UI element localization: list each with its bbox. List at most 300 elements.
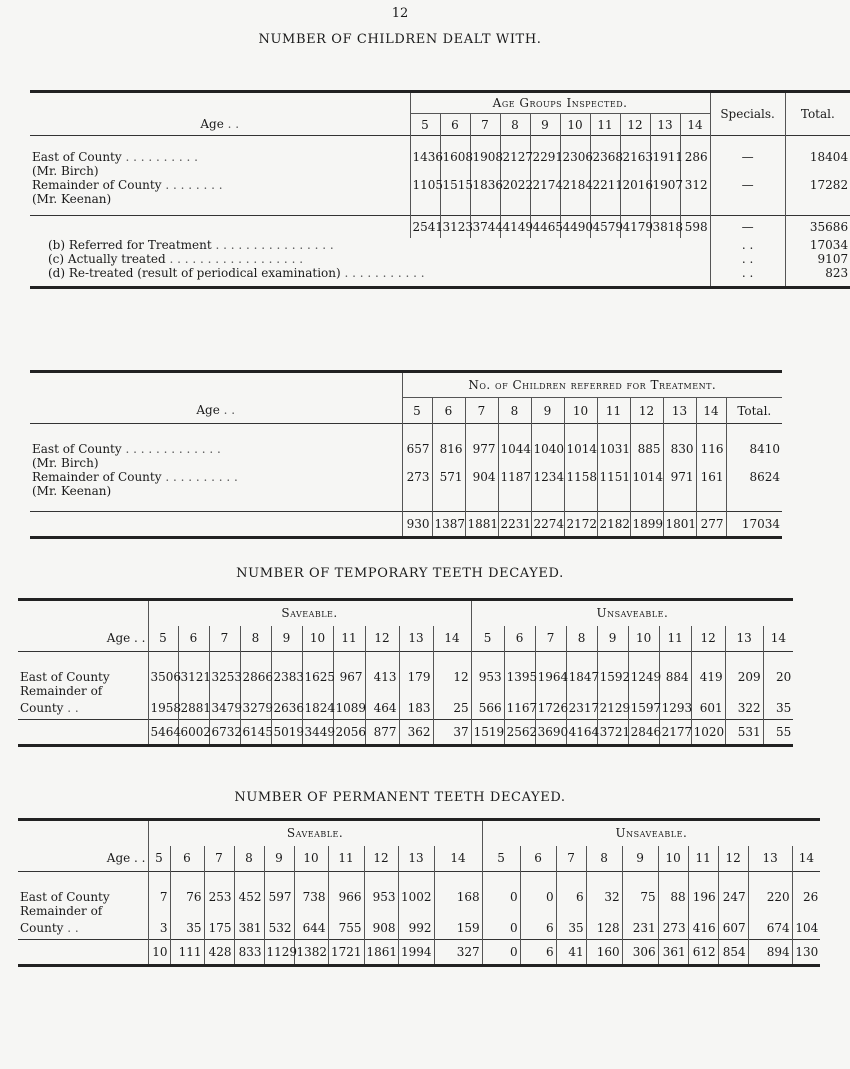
cell: 273 bbox=[402, 470, 432, 484]
total-cell: 111 bbox=[170, 940, 204, 966]
cell: 175 bbox=[204, 918, 234, 940]
cell: 2127 bbox=[500, 150, 530, 164]
cell: 1436 bbox=[410, 150, 440, 164]
age-5: 5 bbox=[482, 846, 520, 872]
total-cell: 3123 bbox=[440, 216, 470, 238]
age-12: 12 bbox=[630, 398, 663, 424]
cell: 908 bbox=[364, 918, 398, 940]
cell: 953 bbox=[471, 670, 504, 684]
cell: 161 bbox=[696, 470, 726, 484]
children-referred-table: No. of Children referred for Treatment. Age . . 5 6 7 8 9 10 11 12 13 14 Total. East of County . . . . . . . . . . . . . 657 816 977 1044 1040 1014 1031 885 830 116 8410 (Mr. Birch) Remainder of County . . . . . . . . . . 273 571 904 1187 1234 1158 1151 1014 971 161 8624 (Mr. Keenan) 930 1387 1881 2231 2274 2172 2182 1899 1801 277 17034 bbox=[30, 370, 782, 539]
age-5: 5 bbox=[148, 846, 170, 872]
table-row: Remainder of County . . . . . . . . . . 273 571 904 1187 1234 1158 1151 1014 971 161 8624 bbox=[32, 469, 781, 484]
total-cell: 6002 bbox=[178, 720, 209, 746]
total-cell: 4164 bbox=[566, 720, 597, 746]
cell: 2291 bbox=[530, 150, 560, 164]
cell: 830 bbox=[663, 442, 696, 456]
note-label: (d) Re-treated (result of periodical examination) bbox=[48, 265, 341, 280]
total-cell: 5019 bbox=[271, 720, 302, 746]
total-cell: 10 bbox=[148, 940, 170, 966]
totals-row bbox=[30, 216, 850, 238]
cell: 3253 bbox=[209, 670, 240, 684]
cell: 1249 bbox=[628, 670, 659, 684]
cell: 25 bbox=[433, 698, 471, 720]
age-14: 14 bbox=[696, 398, 726, 424]
note-row: (b) Referred for Treatment . . . . . . . . . . . . . . . . . . 17034 bbox=[48, 237, 849, 252]
cell: 885 bbox=[630, 442, 663, 456]
cell: 464 bbox=[365, 698, 399, 720]
age-12: 12 bbox=[365, 626, 399, 652]
age-10: 10 bbox=[302, 626, 333, 652]
cell: 3479 bbox=[209, 698, 240, 720]
heading-temporary-teeth: NUMBER OF TEMPORARY TEETH DECAYED. bbox=[236, 566, 564, 581]
age-9: 9 bbox=[264, 846, 294, 872]
age-5: 5 bbox=[148, 626, 178, 652]
totals-row bbox=[18, 720, 793, 746]
cell: 674 bbox=[748, 918, 792, 940]
cell: 1964 bbox=[535, 670, 566, 684]
cell: 0 bbox=[482, 890, 520, 904]
age-12: 12 bbox=[691, 626, 725, 652]
total-cell: 2274 bbox=[531, 512, 564, 538]
age-14: 14 bbox=[763, 626, 793, 652]
total-cell: 17282 bbox=[785, 178, 850, 192]
total-cell: 362 bbox=[399, 720, 433, 746]
cell: 816 bbox=[432, 442, 465, 456]
age-label: Age . . bbox=[106, 631, 146, 646]
age-10: 10 bbox=[560, 114, 590, 136]
total-cell: 6732 bbox=[209, 720, 240, 746]
age-8: 8 bbox=[586, 846, 622, 872]
age-label: Age bbox=[200, 117, 224, 132]
total-cell: 612 bbox=[688, 940, 718, 966]
total-cell: 1129 bbox=[264, 940, 294, 966]
cell: 1395 bbox=[504, 670, 535, 684]
total-cell: 3690 bbox=[535, 720, 566, 746]
cell: 76 bbox=[170, 890, 204, 904]
cell: 904 bbox=[465, 470, 498, 484]
cell: 6 bbox=[556, 890, 586, 904]
total-cell: 1994 bbox=[398, 940, 434, 966]
cell: 273 bbox=[658, 918, 688, 940]
age-6: 6 bbox=[520, 846, 556, 872]
total-cell: 1861 bbox=[364, 940, 398, 966]
total-cell: 17034 bbox=[785, 238, 850, 252]
row-label: County bbox=[20, 921, 64, 936]
age-6: 6 bbox=[178, 626, 209, 652]
cell: 2866 bbox=[240, 670, 271, 684]
cell: 116 bbox=[696, 442, 726, 456]
table-row bbox=[18, 670, 793, 684]
age-8: 8 bbox=[500, 114, 530, 136]
row-label: County bbox=[20, 701, 64, 716]
cell: 3 bbox=[148, 918, 170, 940]
cell: 20 bbox=[763, 670, 793, 684]
age-12: 12 bbox=[620, 114, 650, 136]
specials-cell: — bbox=[710, 150, 785, 164]
total-cell: 1881 bbox=[465, 512, 498, 538]
age-groups-inspected-header: Age Groups Inspected. bbox=[410, 92, 710, 114]
unsaveable-header: Unsaveable. bbox=[482, 820, 820, 846]
age-13: 13 bbox=[399, 626, 433, 652]
row-label: Remainder of bbox=[20, 903, 103, 918]
age-7: 7 bbox=[204, 846, 234, 872]
total-cell: 18404 bbox=[785, 150, 850, 164]
cell: 2016 bbox=[620, 178, 650, 192]
note-label: (c) Actually treated bbox=[48, 251, 166, 266]
row-label: East of County bbox=[20, 889, 110, 904]
table-row: County . . 1958 2881 3479 3279 2636 1824 1089 464 183 25 566 1167 1726 2317 2129 1597 1293 601 322 35 bbox=[18, 698, 793, 720]
total-header: Total. bbox=[726, 398, 782, 424]
cell: 32 bbox=[586, 890, 622, 904]
total-cell: 428 bbox=[204, 940, 234, 966]
total-cell: 2172 bbox=[564, 512, 597, 538]
total-cell: 4490 bbox=[560, 216, 590, 238]
age-11: 11 bbox=[328, 846, 364, 872]
cell: 644 bbox=[294, 918, 328, 940]
cell: 452 bbox=[234, 890, 264, 904]
cell: 971 bbox=[663, 470, 696, 484]
cell: 6 bbox=[520, 918, 556, 940]
total-cell: 361 bbox=[658, 940, 688, 966]
cell: 1597 bbox=[628, 698, 659, 720]
total-cell: 1899 bbox=[630, 512, 663, 538]
total-cell: 1020 bbox=[691, 720, 725, 746]
cell: 312 bbox=[680, 178, 710, 192]
cell: 992 bbox=[398, 918, 434, 940]
age-12: 12 bbox=[364, 846, 398, 872]
cell: 1911 bbox=[650, 150, 680, 164]
cell: 1592 bbox=[597, 670, 628, 684]
total-cell: 8624 bbox=[726, 470, 782, 484]
age-9: 9 bbox=[531, 398, 564, 424]
age-9: 9 bbox=[271, 626, 302, 652]
specials-cell: — bbox=[710, 216, 785, 238]
total-header: Total. bbox=[785, 92, 850, 136]
cell: 607 bbox=[718, 918, 748, 940]
total-cell: 2541 bbox=[410, 216, 440, 238]
grand-total: 17034 bbox=[726, 512, 782, 538]
cell: 286 bbox=[680, 150, 710, 164]
cell: 7 bbox=[148, 890, 170, 904]
cell: 419 bbox=[691, 670, 725, 684]
total-cell: 6 bbox=[520, 940, 556, 966]
total-cell: 3721 bbox=[597, 720, 628, 746]
cell: 977 bbox=[465, 442, 498, 456]
row-label: Remainder of County bbox=[32, 177, 162, 192]
totals-row bbox=[30, 512, 782, 538]
cell: 209 bbox=[725, 670, 763, 684]
total-cell: 9107 bbox=[785, 252, 850, 266]
age-13: 13 bbox=[663, 398, 696, 424]
age-14: 14 bbox=[680, 114, 710, 136]
total-cell: 877 bbox=[365, 720, 399, 746]
cell: 196 bbox=[688, 890, 718, 904]
page-number: 12 bbox=[391, 6, 409, 21]
cell: 1847 bbox=[566, 670, 597, 684]
total-cell: 1519 bbox=[471, 720, 504, 746]
age-11: 11 bbox=[659, 626, 691, 652]
table-row bbox=[18, 890, 820, 904]
cell: 2636 bbox=[271, 698, 302, 720]
row-label: Remainder of bbox=[20, 683, 103, 698]
temporary-teeth-table bbox=[18, 598, 793, 747]
age-5: 5 bbox=[410, 114, 440, 136]
specials-cell: . . bbox=[710, 252, 785, 266]
cell: 413 bbox=[365, 670, 399, 684]
total-cell: 4579 bbox=[590, 216, 620, 238]
cell: 1031 bbox=[597, 442, 630, 456]
cell: 88 bbox=[658, 890, 688, 904]
unsaveable-header: Unsaveable. bbox=[471, 600, 793, 626]
total-cell: 1387 bbox=[432, 512, 465, 538]
total-cell: 277 bbox=[696, 512, 726, 538]
total-cell: 531 bbox=[725, 720, 763, 746]
cell: 1014 bbox=[630, 470, 663, 484]
grand-total: 35686 bbox=[785, 216, 850, 238]
total-cell: 6145 bbox=[240, 720, 271, 746]
total-cell: 823 bbox=[785, 266, 850, 288]
age-5: 5 bbox=[471, 626, 504, 652]
age-9: 9 bbox=[597, 626, 628, 652]
total-cell: 55 bbox=[763, 720, 793, 746]
cell: 2881 bbox=[178, 698, 209, 720]
age-13: 13 bbox=[398, 846, 434, 872]
specials-header: Specials. bbox=[710, 92, 785, 136]
row-label: East of County bbox=[32, 441, 122, 456]
cell: 1836 bbox=[470, 178, 500, 192]
children-referred-header: No. of Children referred for Treatment. bbox=[402, 372, 782, 398]
cell: 1958 bbox=[148, 698, 178, 720]
age-12: 12 bbox=[718, 846, 748, 872]
cell: 2129 bbox=[597, 698, 628, 720]
total-cell: 1801 bbox=[663, 512, 696, 538]
age-8: 8 bbox=[234, 846, 264, 872]
row-sublabel: (Mr. Birch) bbox=[32, 455, 99, 470]
note-row: (d) Re-treated (result of periodical examination) . . . . . . . . . . . . . 823 bbox=[30, 266, 850, 288]
cell: 3506 bbox=[148, 670, 178, 684]
total-cell: 3744 bbox=[470, 216, 500, 238]
specials-cell: — bbox=[710, 178, 785, 192]
age-13: 13 bbox=[650, 114, 680, 136]
age-14: 14 bbox=[433, 626, 471, 652]
total-cell: 4179 bbox=[620, 216, 650, 238]
total-cell: 5464 bbox=[148, 720, 178, 746]
cell: 1187 bbox=[498, 470, 531, 484]
cell: 601 bbox=[691, 698, 725, 720]
cell: 0 bbox=[482, 918, 520, 940]
cell: 1625 bbox=[302, 670, 333, 684]
age-13: 13 bbox=[748, 846, 792, 872]
cell: 0 bbox=[520, 890, 556, 904]
total-cell: 4149 bbox=[500, 216, 530, 238]
table-row: East of County . . . . . . . . . . 1436 1608 1908 2127 2291 2306 2368 2163 1911 286 — 18404 bbox=[32, 149, 849, 164]
cell: 953 bbox=[364, 890, 398, 904]
age-6: 6 bbox=[170, 846, 204, 872]
age-7: 7 bbox=[209, 626, 240, 652]
total-cell: 0 bbox=[482, 940, 520, 966]
age-13: 13 bbox=[725, 626, 763, 652]
cell: 12 bbox=[433, 670, 471, 684]
cell: 597 bbox=[264, 890, 294, 904]
total-cell: 130 bbox=[792, 940, 820, 966]
cell: 1234 bbox=[531, 470, 564, 484]
cell: 571 bbox=[432, 470, 465, 484]
age-8: 8 bbox=[498, 398, 531, 424]
age-label: Age bbox=[196, 403, 220, 418]
cell: 381 bbox=[234, 918, 264, 940]
cell: 2317 bbox=[566, 698, 597, 720]
cell: 1908 bbox=[470, 150, 500, 164]
age-6: 6 bbox=[432, 398, 465, 424]
cell: 231 bbox=[622, 918, 658, 940]
cell: 26 bbox=[792, 890, 820, 904]
cell: 2163 bbox=[620, 150, 650, 164]
age-11: 11 bbox=[688, 846, 718, 872]
cell: 2306 bbox=[560, 150, 590, 164]
total-cell: 41 bbox=[556, 940, 586, 966]
total-cell: 854 bbox=[718, 940, 748, 966]
cell: 1040 bbox=[531, 442, 564, 456]
cell: 1608 bbox=[440, 150, 470, 164]
cell: 416 bbox=[688, 918, 718, 940]
age-14: 14 bbox=[434, 846, 482, 872]
cell: 179 bbox=[399, 670, 433, 684]
row-label: East of County bbox=[32, 149, 122, 164]
total-cell: 160 bbox=[586, 940, 622, 966]
cell: 128 bbox=[586, 918, 622, 940]
age-14: 14 bbox=[792, 846, 820, 872]
age-6: 6 bbox=[504, 626, 535, 652]
cell: 168 bbox=[434, 890, 482, 904]
total-cell: 894 bbox=[748, 940, 792, 966]
total-cell: 3818 bbox=[650, 216, 680, 238]
cell: 253 bbox=[204, 890, 234, 904]
cell: 1824 bbox=[302, 698, 333, 720]
cell: 35 bbox=[763, 698, 793, 720]
total-cell: 930 bbox=[402, 512, 432, 538]
note-row: (c) Actually treated . . . . . . . . . . . . . . . . . . . . 9107 bbox=[48, 251, 849, 266]
heading-children-dealt-with: NUMBER OF CHILDREN DEALT WITH. bbox=[258, 32, 542, 47]
cell: 2383 bbox=[271, 670, 302, 684]
cell: 1151 bbox=[597, 470, 630, 484]
cell: 2368 bbox=[590, 150, 620, 164]
table-row: County . . 3 35 175 381 532 644 755 908 992 159 0 6 35 128 231 273 416 607 674 104 bbox=[18, 918, 820, 940]
age-9: 9 bbox=[530, 114, 560, 136]
note-label: (b) Referred for Treatment bbox=[48, 237, 212, 252]
cell: 1726 bbox=[535, 698, 566, 720]
total-cell: 1721 bbox=[328, 940, 364, 966]
cell: 3121 bbox=[178, 670, 209, 684]
cell: 2184 bbox=[560, 178, 590, 192]
age-11: 11 bbox=[590, 114, 620, 136]
age-8: 8 bbox=[240, 626, 271, 652]
specials-cell: . . bbox=[710, 266, 785, 288]
age-10: 10 bbox=[628, 626, 659, 652]
age-6: 6 bbox=[440, 114, 470, 136]
row-sublabel: (Mr. Keenan) bbox=[32, 483, 112, 498]
cell: 322 bbox=[725, 698, 763, 720]
total-cell: 2231 bbox=[498, 512, 531, 538]
cell: 755 bbox=[328, 918, 364, 940]
total-cell: 1382 bbox=[294, 940, 328, 966]
row-label: East of County bbox=[20, 669, 110, 684]
cell: 966 bbox=[328, 890, 364, 904]
cell: 2211 bbox=[590, 178, 620, 192]
table-row: Remainder of County . . . . . . . . 1105 1515 1836 2022 2174 2184 2211 2016 1907 312 — 17282 bbox=[32, 177, 849, 192]
children-dealt-with-table: Age Groups Inspected. Specials. Total. Age . . 5 6 7 8 9 10 11 12 13 14 East of County . . . . . . . . . . 1436 1608 1908 2127 2291 2306 2368 2163 1911 286 — 18404 (Mr. Birch) Remainder of County . . . . . . . . 1105 1515 1836 2022 2174 2184 2211 2016 1907 312 — 17282 (Mr. Keenan) 2541 3123 3744 4149 4465 4490 4579 4179 3818 598 — 35686 (b) Referred for Treatment . . . . . . . . . . . . . . . . . . 17034 (c) Actually treated . . . . . . . . . . . . . . . . . . . . 9107 (d) Re-treated (result of periodical examination) . . . . . . . . . . . . . 823 bbox=[30, 90, 850, 289]
row-sublabel: (Mr. Keenan) bbox=[32, 191, 112, 206]
specials-cell: . . bbox=[710, 238, 785, 252]
age-label: Age . . bbox=[106, 851, 146, 866]
age-5: 5 bbox=[402, 398, 432, 424]
cell: 2174 bbox=[530, 178, 560, 192]
age-10: 10 bbox=[564, 398, 597, 424]
total-cell: 598 bbox=[680, 216, 710, 238]
cell: 884 bbox=[659, 670, 691, 684]
heading-permanent-teeth: NUMBER OF PERMANENT TEETH DECAYED. bbox=[234, 790, 566, 805]
cell: 75 bbox=[622, 890, 658, 904]
cell: 1089 bbox=[333, 698, 365, 720]
cell: 1105 bbox=[410, 178, 440, 192]
age-11: 11 bbox=[597, 398, 630, 424]
cell: 1044 bbox=[498, 442, 531, 456]
age-7: 7 bbox=[470, 114, 500, 136]
cell: 967 bbox=[333, 670, 365, 684]
cell: 1167 bbox=[504, 698, 535, 720]
cell: 247 bbox=[718, 890, 748, 904]
cell: 1158 bbox=[564, 470, 597, 484]
total-cell: 2177 bbox=[659, 720, 691, 746]
cell: 159 bbox=[434, 918, 482, 940]
cell: 3279 bbox=[240, 698, 271, 720]
age-7: 7 bbox=[465, 398, 498, 424]
row-label: Remainder of County bbox=[32, 469, 162, 484]
age-7: 7 bbox=[556, 846, 586, 872]
total-cell: 2562 bbox=[504, 720, 535, 746]
row-sublabel: (Mr. Birch) bbox=[32, 163, 99, 178]
age-10: 10 bbox=[658, 846, 688, 872]
total-cell: 306 bbox=[622, 940, 658, 966]
total-cell: 4465 bbox=[530, 216, 560, 238]
totals-row bbox=[18, 940, 820, 966]
cell: 35 bbox=[556, 918, 586, 940]
cell: 1293 bbox=[659, 698, 691, 720]
total-cell: 37 bbox=[433, 720, 471, 746]
permanent-teeth-table bbox=[18, 818, 820, 967]
cell: 1515 bbox=[440, 178, 470, 192]
cell: 35 bbox=[170, 918, 204, 940]
total-cell: 833 bbox=[234, 940, 264, 966]
cell: 220 bbox=[748, 890, 792, 904]
cell: 2022 bbox=[500, 178, 530, 192]
cell: 532 bbox=[264, 918, 294, 940]
cell: 183 bbox=[399, 698, 433, 720]
cell: 1014 bbox=[564, 442, 597, 456]
cell: 1907 bbox=[650, 178, 680, 192]
table-row: East of County . . . . . . . . . . . . . 657 816 977 1044 1040 1014 1031 885 830 116 8410 bbox=[32, 441, 781, 456]
total-cell: 2056 bbox=[333, 720, 365, 746]
total-cell: 8410 bbox=[726, 442, 782, 456]
age-7: 7 bbox=[535, 626, 566, 652]
cell: 738 bbox=[294, 890, 328, 904]
cell: 657 bbox=[402, 442, 432, 456]
cell: 566 bbox=[471, 698, 504, 720]
saveable-header: Saveable. bbox=[148, 600, 471, 626]
age-9: 9 bbox=[622, 846, 658, 872]
total-cell: 2182 bbox=[597, 512, 630, 538]
total-cell: 327 bbox=[434, 940, 482, 966]
